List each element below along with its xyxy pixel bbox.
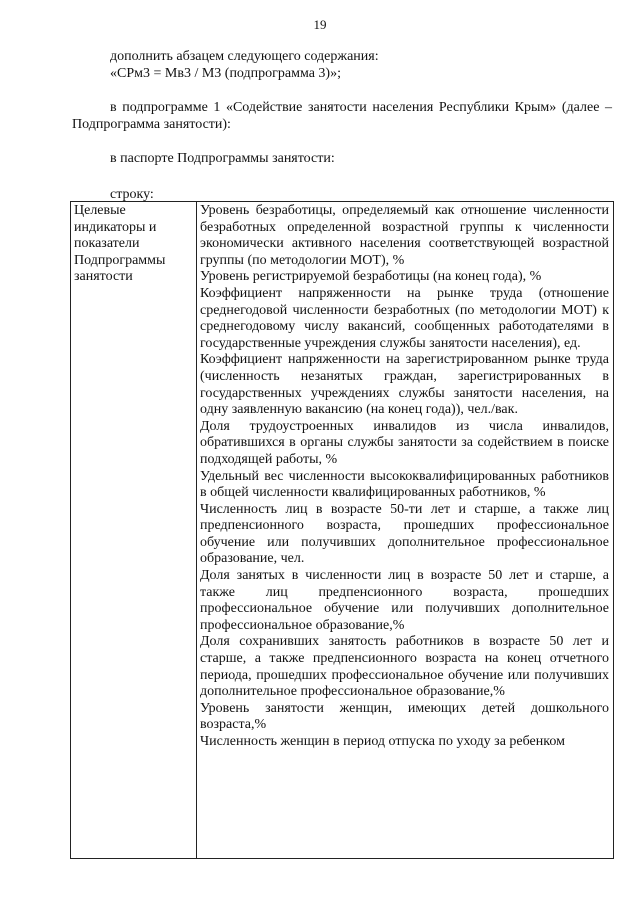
indicators-items-cell <box>197 202 614 859</box>
subprogram-reference-text: в подпрограмме 1 «Содействие занятости населения Республики Крым» (далее – Подпрограмма занятости): <box>72 100 612 132</box>
add-paragraph-text: дополнить абзацем следующего содержания: <box>110 49 379 64</box>
page-number: 19 <box>313 17 327 32</box>
table-row <box>71 202 614 859</box>
indicator-item: Коэффициент напряженности на рынке труда (отношение среднегодовой численности безработных (по методологии МОТ) к среднегодовому числу вакансий, сообщенных работодателями в государственные учреждения службы занятости населения), ед. <box>200 285 609 351</box>
indicators-list <box>200 203 609 858</box>
indicator-item: Доля сохранивших занятость работников в возрасте 50 лет и старше, а также предпенсионного возраста на конец отчетного периода, прошедших профессиональное обучение или получивших дополнительное профессиональное образование,% <box>200 634 609 700</box>
indicator-item: Доля занятых в численности лиц в возрасте 50 лет и старше, а также лиц предпенсионного возраста, прошедших профессиональное обучение или получивших дополнительное профессиональное образование,% <box>200 568 609 633</box>
indicator-item: Доля трудоустроенных инвалидов из числа инвалидов, обратившихся в органы службы занятости за содействием в поиске подходящей работы, % <box>200 418 609 467</box>
indicator-item: Численность женщин в период отпуска по уходу за ребенком <box>200 734 565 749</box>
indicators-label-cell: Целевые индикаторы и показатели Подпрограммы занятости <box>71 202 197 859</box>
indicators-table <box>70 201 614 859</box>
indicator-item: Численность лиц в возрасте 50-ти лет и старше, а также лиц предпенсионного возраста, прошедших профессиональное обучение или получивших дополнительное профессиональное образование, чел. <box>200 501 609 567</box>
indicator-item: Уровень безработицы, определяемый как отношение численности безработных определенной возрастной группы к численности экономически активного населения соответствующей возрастной группы (по методологии МОТ), % <box>200 203 609 268</box>
indicator-item: Уровень регистрируемой безработицы (на конец года), % <box>200 269 542 285</box>
formula-text: «СРм3 = Мв3 / М3 (подпрограмма 3)»; <box>110 66 341 81</box>
row-reference-text: строку: <box>110 187 154 202</box>
indicator-item: Коэффициент напряженности на зарегистрированном рынке труда (численность незанятых граждан, зарегистрированных в государственных учреждениях службы занятости населения, на одну заявленную вакансию (на конец года)), чел./вак. <box>200 352 609 418</box>
indicator-item: Уровень занятости женщин, имеющих детей дошкольного возраста,% <box>200 700 609 733</box>
passport-reference-text: в паспорте Подпрограммы занятости: <box>110 151 335 166</box>
indicator-item: Удельный вес численности высококвалифицированных работников в общей численности квалифицированных работников, % <box>200 468 609 501</box>
